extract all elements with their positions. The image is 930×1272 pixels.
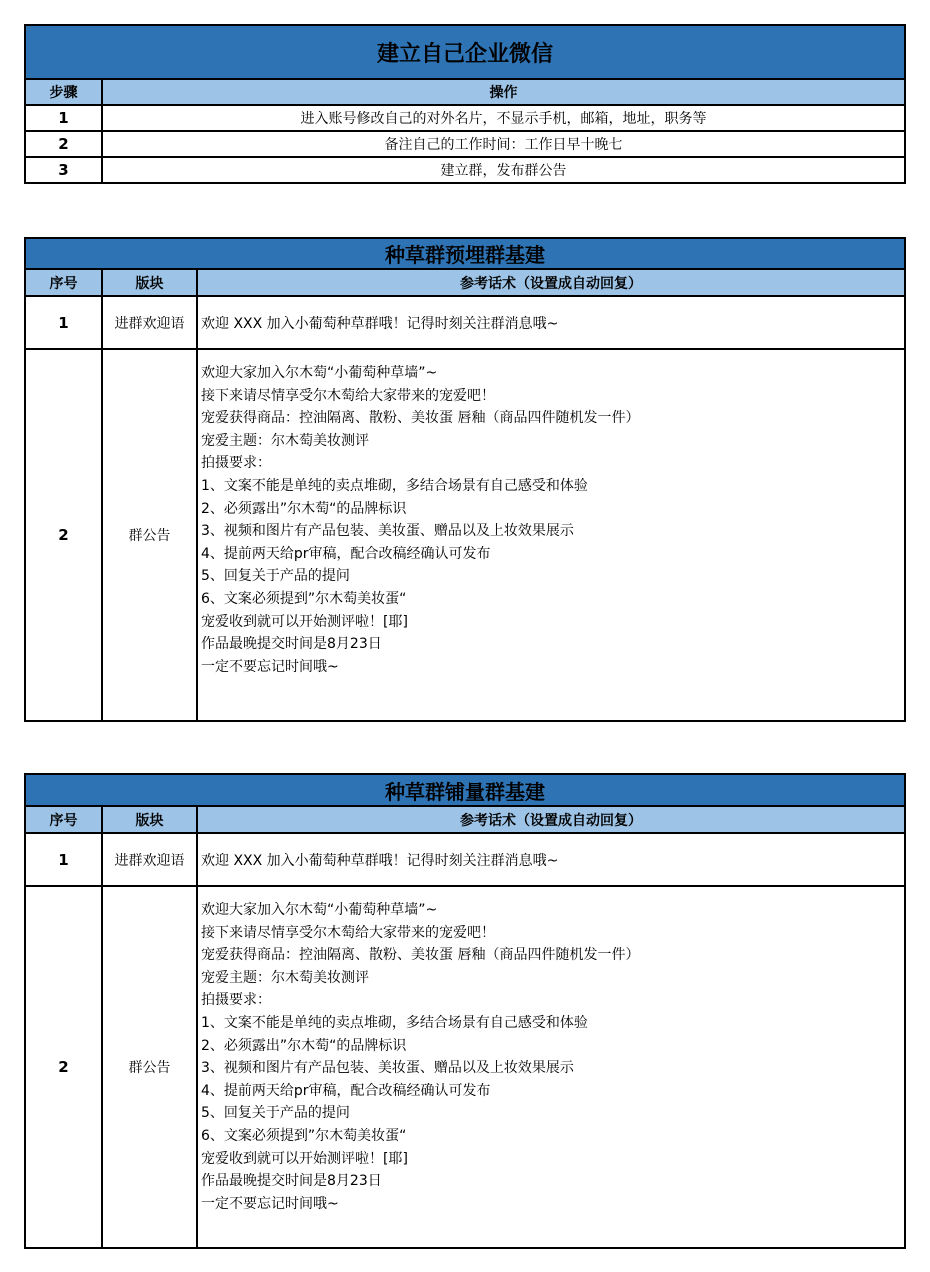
step-action: 建立群，发布群公告 bbox=[102, 157, 905, 183]
table-row bbox=[25, 105, 905, 131]
announcement-line: 接下来请尽情享受尔木萄给大家带来的宠爱吧！ bbox=[201, 924, 495, 941]
column-header-number: 序号 bbox=[25, 269, 102, 296]
step-number: 1 bbox=[25, 105, 102, 131]
announcement-line: 宠爱收到就可以开始测评啦！[耶] bbox=[201, 1150, 408, 1167]
table-title: 建立自己企业微信 bbox=[25, 25, 905, 79]
announcement-script bbox=[197, 886, 905, 1248]
announcement-line: 5、回复关于产品的提问 bbox=[201, 1105, 350, 1122]
column-header-section: 版块 bbox=[102, 269, 197, 296]
announcement-line: 一定不要忘记时间哦~ bbox=[201, 1195, 339, 1212]
column-header-number: 序号 bbox=[25, 806, 102, 833]
section-label: 群公告 bbox=[102, 349, 197, 721]
seeding-group-preset-table bbox=[24, 237, 906, 722]
welcome-script: 欢迎 XXX 加入小葡萄种草群哦！记得时刻关注群消息哦~ bbox=[197, 833, 905, 886]
announcement-line: 2、必须露出”尔木萄“的品牌标识 bbox=[201, 500, 407, 517]
announcement-line: 拍摄要求： bbox=[201, 455, 271, 472]
announcement-script bbox=[197, 349, 905, 721]
row-number: 1 bbox=[25, 296, 102, 349]
announcement-line: 3、视频和图片有产品包装、美妆蛋、赠品以及上妆效果展示 bbox=[201, 523, 574, 540]
table-row bbox=[25, 157, 905, 183]
table-row bbox=[25, 296, 905, 349]
announcement-line: 宠爱主题：尔木萄美妆测评 bbox=[201, 969, 369, 986]
table-title: 种草群铺量群基建 bbox=[25, 774, 905, 806]
announcement-line: 一定不要忘记时间哦~ bbox=[201, 658, 339, 675]
row-number: 2 bbox=[25, 886, 102, 1248]
announcement-line: 欢迎大家加入尔木萄“小葡萄种草墙”~ bbox=[201, 365, 438, 381]
announcement-line: 1、文案不能是单纯的卖点堆砌，多结合场景有自己感受和体验 bbox=[201, 477, 588, 494]
welcome-script: 欢迎 XXX 加入小葡萄种草群哦！记得时刻关注群消息哦~ bbox=[197, 296, 905, 349]
table-row bbox=[25, 886, 905, 1248]
announcement-line: 接下来请尽情享受尔木萄给大家带来的宠爱吧！ bbox=[201, 387, 495, 404]
seeding-group-volume-table bbox=[24, 773, 906, 1249]
announcement-line: 宠爱获得商品：控油隔离、散粉、美妆蛋 唇釉（商品四件随机发一件） bbox=[201, 947, 640, 964]
column-header-script: 参考话术（设置成自动回复） bbox=[197, 806, 905, 833]
announcement-line: 4、提前两天给pr审稿，配合改稿经确认可发布 bbox=[201, 545, 491, 562]
table-row bbox=[25, 833, 905, 886]
announcement-line: 作品最晚提交时间是8月23日 bbox=[201, 1173, 382, 1190]
announcement-line: 3、视频和图片有产品包装、美妆蛋、赠品以及上妆效果展示 bbox=[201, 1060, 574, 1077]
step-action: 备注自己的工作时间：工作日早十晚七 bbox=[102, 131, 905, 157]
step-action: 进入账号修改自己的对外名片，不显示手机，邮箱，地址，职务等 bbox=[102, 105, 905, 131]
announcement-line: 宠爱主题：尔木萄美妆测评 bbox=[201, 432, 369, 449]
row-number: 2 bbox=[25, 349, 102, 721]
announcement-line: 4、提前两天给pr审稿，配合改稿经确认可发布 bbox=[201, 1082, 491, 1099]
step-number: 2 bbox=[25, 131, 102, 157]
enterprise-wechat-setup-table bbox=[24, 24, 906, 184]
announcement-line: 6、文案必须提到”尔木萄美妆蛋“ bbox=[201, 590, 407, 607]
announcement-line: 6、文案必须提到”尔木萄美妆蛋“ bbox=[201, 1127, 407, 1144]
announcement-line: 2、必须露出”尔木萄“的品牌标识 bbox=[201, 1037, 407, 1054]
announcement-line: 作品最晚提交时间是8月23日 bbox=[201, 636, 382, 653]
table-row bbox=[25, 131, 905, 157]
row-number: 1 bbox=[25, 833, 102, 886]
announcement-line: 拍摄要求： bbox=[201, 992, 271, 1009]
announcement-line: 5、回复关于产品的提问 bbox=[201, 568, 350, 585]
section-label: 进群欢迎语 bbox=[102, 833, 197, 886]
section-label: 群公告 bbox=[102, 886, 197, 1248]
announcement-line: 欢迎大家加入尔木萄“小葡萄种草墙”~ bbox=[201, 902, 438, 918]
column-header-section: 版块 bbox=[102, 806, 197, 833]
column-header-step: 步骤 bbox=[25, 79, 102, 105]
announcement-line: 1、文案不能是单纯的卖点堆砌，多结合场景有自己感受和体验 bbox=[201, 1014, 588, 1031]
announcement-line: 宠爱获得商品：控油隔离、散粉、美妆蛋 唇釉（商品四件随机发一件） bbox=[201, 410, 640, 427]
section-label: 进群欢迎语 bbox=[102, 296, 197, 349]
column-header-action: 操作 bbox=[102, 79, 905, 105]
announcement-line: 宠爱收到就可以开始测评啦！[耶] bbox=[201, 613, 408, 630]
table-row bbox=[25, 349, 905, 721]
table-title: 种草群预埋群基建 bbox=[25, 238, 905, 269]
column-header-script: 参考话术（设置成自动回复） bbox=[197, 269, 905, 296]
step-number: 3 bbox=[25, 157, 102, 183]
